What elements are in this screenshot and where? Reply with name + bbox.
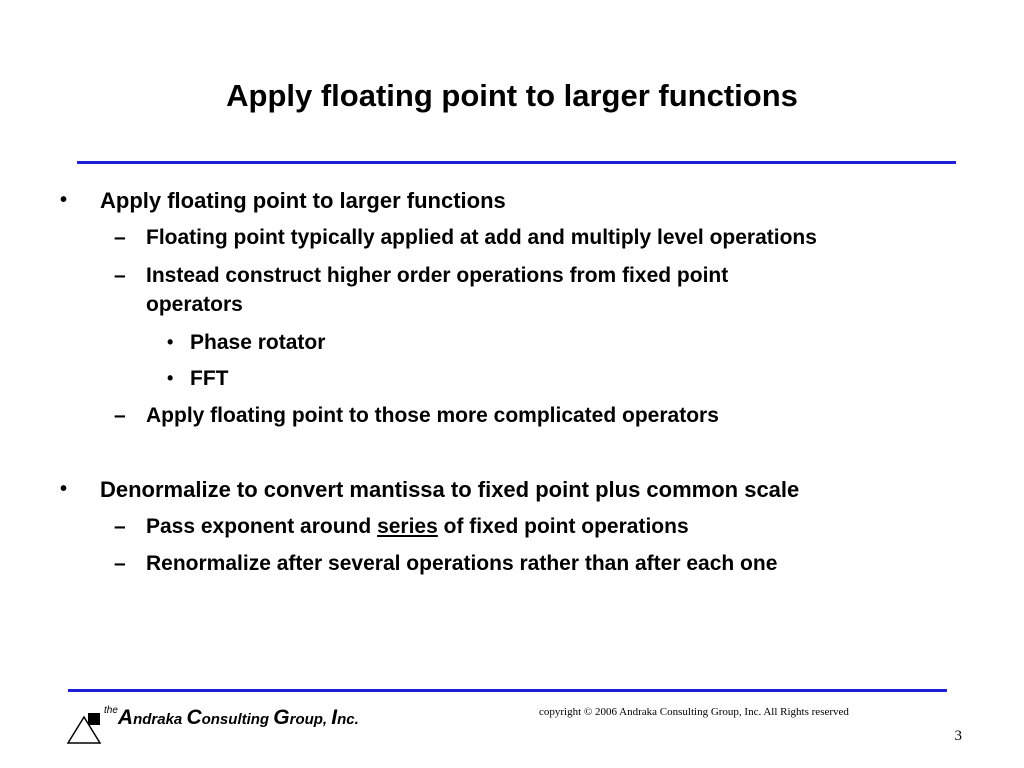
sub-bullet-item: [114, 512, 689, 541]
dash-marker: –: [114, 515, 126, 538]
dash-marker: –: [114, 404, 126, 427]
dash-marker: –: [114, 552, 126, 575]
sub-sub-bullet-text: Phase rotator: [190, 331, 326, 354]
copyright-notice: copyright © 2006 Andraka Consulting Group, Inc. All Rights reserved: [539, 706, 849, 718]
dash-marker: –: [114, 226, 126, 249]
sub-sub-bullet-text: FFT: [190, 367, 229, 390]
sub-bullet-text: Instead construct higher order operations from fixed point: [146, 264, 729, 287]
bullet-item: [60, 186, 506, 215]
logo-letter: G: [273, 706, 290, 729]
sub-bullet-text: operators: [146, 293, 243, 316]
sub-sub-bullet-item: [167, 364, 229, 393]
logo-triangle-icon: [66, 713, 102, 745]
sub-bullet-text: Renormalize after several operations rather than after each one: [146, 552, 778, 575]
logo-letter: C: [186, 706, 202, 729]
bullet-text: Apply floating point to larger functions: [100, 188, 506, 213]
sub-bullet-item: [114, 223, 817, 252]
logo-word: ndraka: [133, 711, 187, 728]
underlined-word: series: [377, 515, 438, 538]
logo-word: nc.: [337, 711, 359, 728]
sub-bullet-item: [114, 549, 778, 578]
bullet-marker: •: [60, 189, 68, 211]
bullet-item: [60, 475, 800, 504]
bullet-marker: •: [167, 332, 174, 352]
dash-marker: –: [114, 264, 126, 287]
page-number: 3: [954, 728, 962, 744]
logo-wordmark: [104, 705, 359, 730]
bullet-text: Denormalize to convert mantissa to fixed point plus common scale: [100, 477, 800, 502]
logo-word: onsulting: [201, 711, 274, 728]
title-divider: [77, 161, 956, 164]
sub-bullet-item: [114, 261, 729, 290]
sub-bullet-text: Apply floating point to those more complicated operators: [146, 404, 719, 427]
sub-bullet-continuation: [146, 290, 243, 319]
sub-bullet-text: of fixed point operations: [437, 515, 689, 538]
logo-word: roup,: [289, 711, 332, 728]
bullet-marker: •: [167, 368, 174, 388]
logo-letter: I: [331, 706, 338, 729]
company-logo: [66, 703, 396, 749]
sub-bullet-item: [114, 401, 719, 430]
logo-the: the: [104, 705, 118, 716]
bullet-marker: •: [60, 478, 68, 500]
sub-bullet-text: Floating point typically applied at add and multiply level operations: [146, 226, 817, 249]
sub-sub-bullet-item: [167, 328, 326, 357]
slide-title: Apply floating point to larger functions: [226, 78, 798, 113]
sub-bullet-text: Pass exponent around: [146, 515, 378, 538]
logo-letter: A: [117, 706, 134, 729]
footer-divider: [68, 689, 947, 692]
